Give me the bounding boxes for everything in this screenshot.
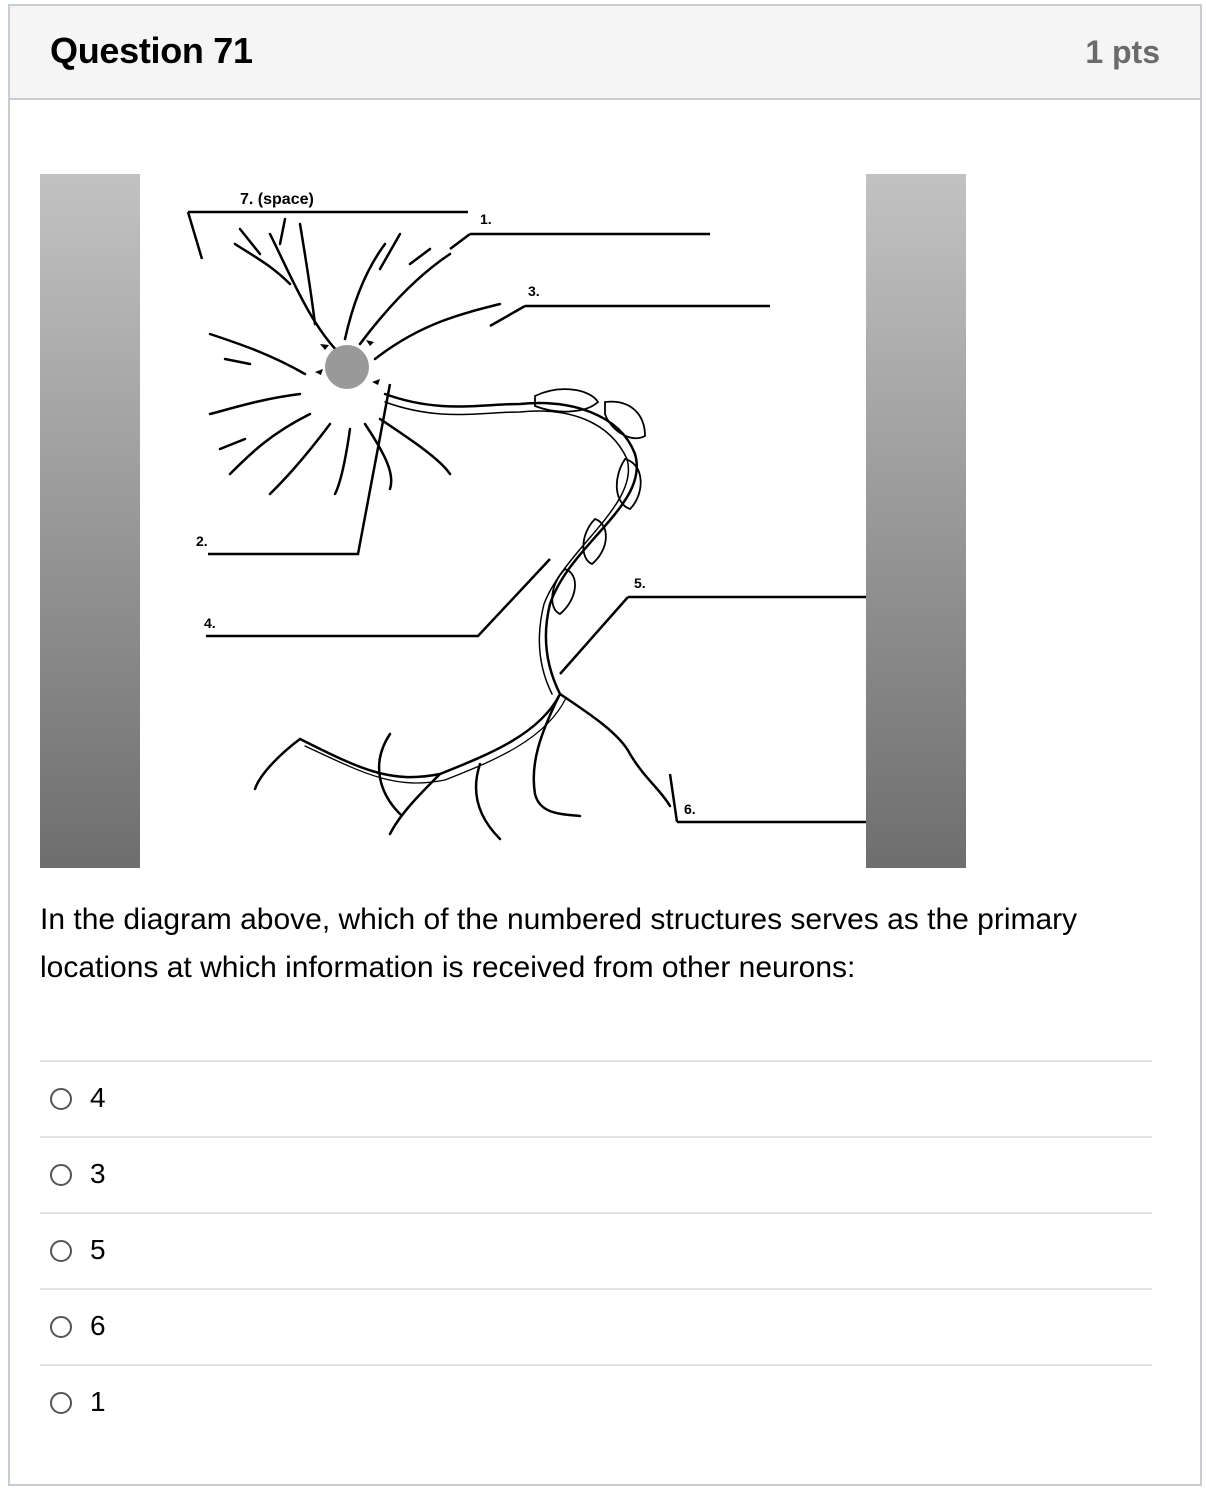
radio-button[interactable] — [50, 1164, 72, 1186]
answer-list — [40, 1060, 1152, 1440]
right-gradient-bar — [866, 174, 966, 868]
left-gradient-bar — [40, 174, 140, 868]
radio-button[interactable] — [50, 1240, 72, 1262]
question-text: In the diagram above, which of the numbered structures serves as the primary locations at which information is received from other neurons: — [40, 903, 1078, 984]
answer-option-3[interactable] — [40, 1212, 1152, 1288]
radio-button[interactable] — [50, 1088, 72, 1110]
neuron-figure — [40, 174, 966, 868]
label-2: 2. — [196, 533, 208, 549]
answer-option-2[interactable] — [40, 1136, 1152, 1212]
answer-label: 3 — [90, 1158, 106, 1189]
answer-label: 1 — [90, 1386, 106, 1417]
answer-label: 6 — [90, 1310, 106, 1341]
label-7: 7. (space) — [240, 191, 314, 208]
question-header — [10, 6, 1200, 100]
answer-label: 5 — [90, 1234, 106, 1265]
answer-option-1[interactable] — [40, 1060, 1152, 1136]
answer-option-4[interactable] — [40, 1288, 1152, 1364]
answer-option-5[interactable] — [40, 1364, 1152, 1440]
question-points: 1 pts — [1085, 34, 1160, 70]
neuron-diagram — [140, 174, 866, 868]
label-1: 1. — [480, 211, 492, 227]
label-6: 6. — [684, 801, 696, 817]
question-title: Question 71 — [50, 30, 253, 71]
label-4: 4. — [204, 615, 216, 631]
answer-label: 4 — [90, 1082, 106, 1113]
radio-button[interactable] — [50, 1392, 72, 1414]
radio-button[interactable] — [50, 1316, 72, 1338]
label-5: 5. — [634, 575, 646, 591]
label-3: 3. — [528, 283, 540, 299]
